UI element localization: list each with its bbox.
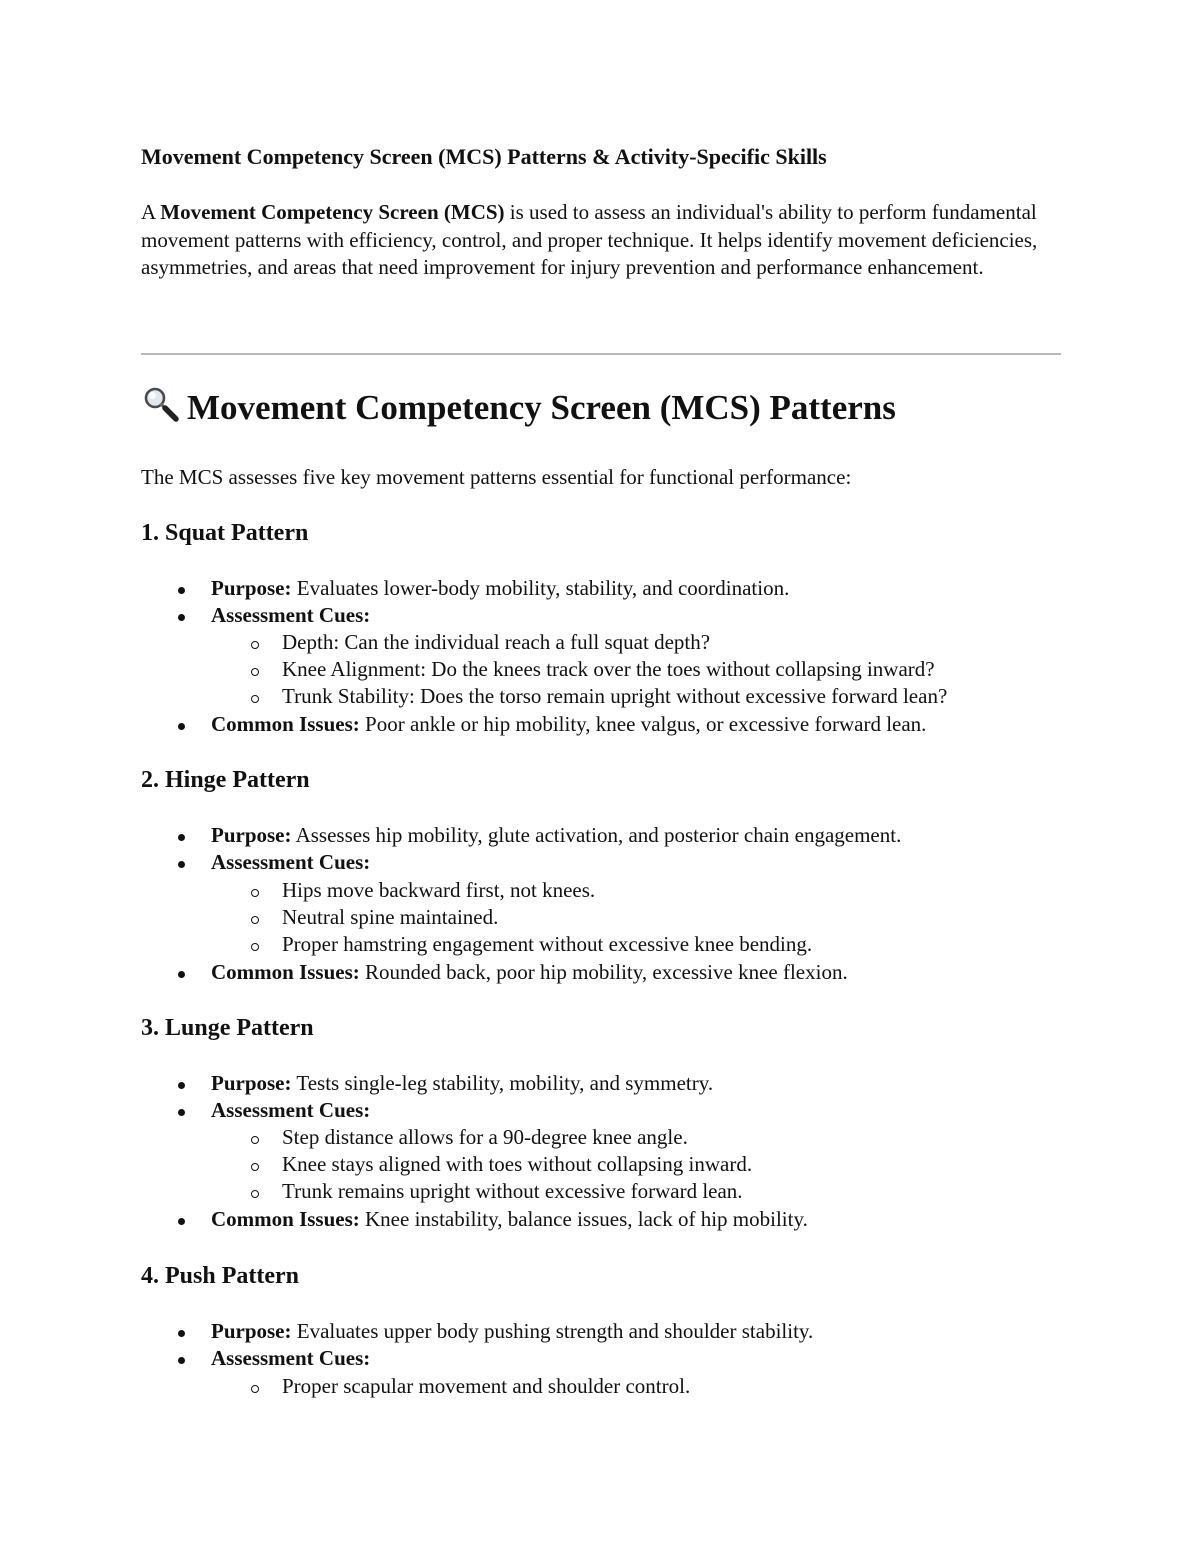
bullet-icon	[178, 614, 185, 621]
assessment-cues-label: Assessment Cues:	[211, 1098, 371, 1122]
circle-bullet-icon	[251, 1136, 259, 1144]
bullet-icon	[178, 1109, 185, 1116]
bullet-icon	[178, 723, 185, 730]
pattern-issues: Common Issues: Poor ankle or hip mobility, knee valgus, or excessive forward lean.	[211, 712, 927, 736]
pattern-title-hinge: 2. Hinge Pattern	[141, 767, 310, 793]
cue-item: Proper scapular movement and shoulder control.	[282, 1374, 691, 1398]
pattern-issues: Common Issues: Knee instability, balance issues, lack of hip mobility.	[211, 1207, 808, 1231]
cue-item: Step distance allows for a 90-degree knee angle.	[282, 1125, 688, 1149]
intro-term: Movement Competency Screen (MCS)	[160, 200, 505, 224]
circle-bullet-icon	[251, 695, 259, 703]
intro-paragraph: A Movement Competency Screen (MCS) is used to assess an individual's ability to perform fundamental movement patterns with efficiency, control, and proper technique. It helps identify movement deficiencies, asymmetries, and areas that need improvement for injury prevention and performance enhancement.	[141, 200, 1038, 279]
cue-item: Knee Alignment: Do the knees track over the toes without collapsing inward?	[282, 657, 935, 681]
cue-item: Hips move backward first, not knees.	[282, 878, 596, 902]
section-heading-text: Movement Competency Screen (MCS) Patterns	[187, 388, 896, 427]
circle-bullet-icon	[251, 943, 259, 951]
assessment-cues-label: Assessment Cues:	[211, 850, 371, 874]
bullet-icon	[178, 1357, 185, 1364]
section-intro: The MCS assesses five key movement patterns essential for functional performance:	[141, 465, 852, 489]
circle-bullet-icon	[251, 1163, 259, 1171]
cue-item: Trunk Stability: Does the torso remain upright without excessive forward lean?	[282, 684, 948, 708]
cue-item: Proper hamstring engagement without excessive knee bending.	[282, 932, 813, 956]
circle-bullet-icon	[251, 1190, 259, 1198]
circle-bullet-icon	[251, 1385, 259, 1393]
pattern-title-squat: 1. Squat Pattern	[141, 520, 309, 546]
cue-item: Depth: Can the individual reach a full squat depth?	[282, 630, 711, 654]
circle-bullet-icon	[251, 889, 259, 897]
magnifying-glass-icon	[141, 384, 181, 424]
horizontal-divider	[141, 353, 1061, 355]
cue-item: Trunk remains upright without excessive forward lean.	[282, 1179, 743, 1203]
assessment-cues-label: Assessment Cues:	[211, 603, 371, 627]
bullet-icon	[178, 587, 185, 594]
bullet-icon	[178, 1082, 185, 1089]
bullet-icon	[178, 834, 185, 841]
circle-bullet-icon	[251, 641, 259, 649]
assessment-cues-label: Assessment Cues:	[211, 1346, 371, 1370]
cue-item: Neutral spine maintained.	[282, 905, 499, 929]
bullet-icon	[178, 971, 185, 978]
section-heading	[141, 388, 896, 428]
document-title: Movement Competency Screen (MCS) Patterns & Activity-Specific Skills	[141, 144, 827, 169]
pattern-purpose: Purpose: Evaluates lower-body mobility, stability, and coordination.	[211, 576, 790, 600]
pattern-issues: Common Issues: Rounded back, poor hip mobility, excessive knee flexion.	[211, 960, 848, 984]
cue-item: Knee stays aligned with toes without collapsing inward.	[282, 1152, 753, 1176]
circle-bullet-icon	[251, 668, 259, 676]
pattern-purpose: Purpose: Evaluates upper body pushing strength and shoulder stability.	[211, 1319, 814, 1343]
bullet-icon	[178, 1218, 185, 1225]
pattern-purpose: Purpose: Assesses hip mobility, glute activation, and posterior chain engagement.	[211, 823, 902, 847]
pattern-title-push: 4. Push Pattern	[141, 1263, 299, 1289]
bullet-icon	[178, 861, 185, 868]
pattern-purpose: Purpose: Tests single-leg stability, mobility, and symmetry.	[211, 1071, 714, 1095]
circle-bullet-icon	[251, 916, 259, 924]
pattern-title-lunge: 3. Lunge Pattern	[141, 1015, 314, 1041]
bullet-icon	[178, 1330, 185, 1337]
